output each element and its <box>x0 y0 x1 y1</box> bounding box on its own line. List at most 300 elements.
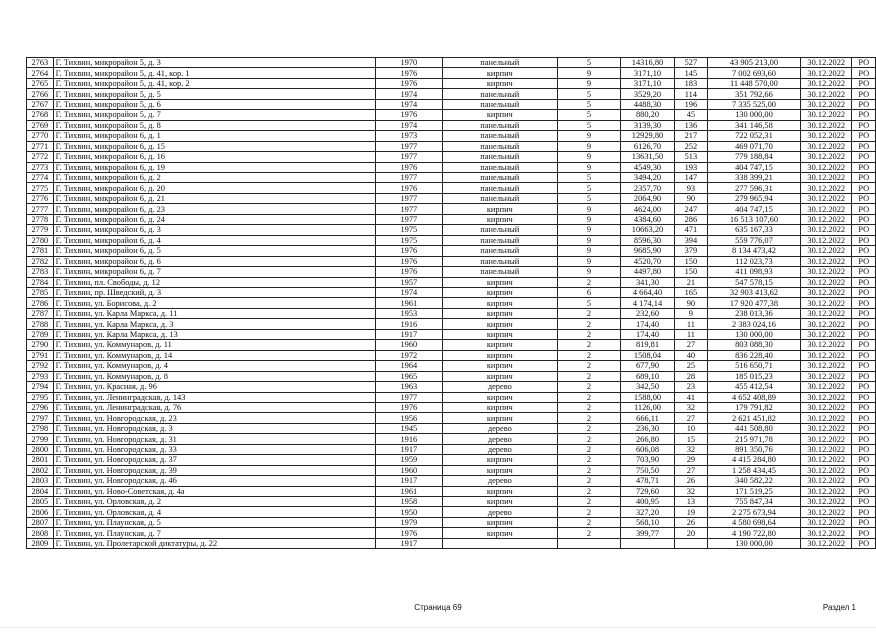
year-built-cell: 1976 <box>375 246 442 256</box>
table-row <box>27 110 876 120</box>
floors-cell: 9 <box>557 152 620 162</box>
program-cell: РО <box>852 319 876 329</box>
table-row <box>27 152 876 162</box>
year-built-cell: 1976 <box>375 528 442 538</box>
floors-cell: 2 <box>557 329 620 339</box>
floors-cell: 2 <box>557 455 620 465</box>
date-cell: 30.12.2022 <box>801 444 852 454</box>
floors-cell: 2 <box>557 402 620 412</box>
residents-cell: 183 <box>674 78 707 88</box>
program-cell: РО <box>852 131 876 141</box>
residents-cell: 23 <box>674 382 707 392</box>
date-cell: 30.12.2022 <box>801 538 852 548</box>
cost-cell: 340 582,22 <box>707 476 800 486</box>
address-cell: Г. Тихвин, ул. Карла Маркса, д. 11 <box>53 308 375 318</box>
area-cell: 4 664,40 <box>621 287 675 297</box>
row-number-cell: 2782 <box>27 256 54 266</box>
year-built-cell: 1977 <box>375 141 442 151</box>
residents-cell: 15 <box>674 434 707 444</box>
floors-cell: 9 <box>557 256 620 266</box>
floors-cell: 2 <box>557 361 620 371</box>
residents-cell: 21 <box>674 277 707 287</box>
area-cell: 568,10 <box>621 517 675 527</box>
program-cell: РО <box>852 486 876 496</box>
table-row <box>27 246 876 256</box>
year-built-cell: 1917 <box>375 476 442 486</box>
address-cell: Г. Тихвин, ул. Коммунаров, д. 14 <box>53 350 375 360</box>
residents-cell: 286 <box>674 214 707 224</box>
cost-cell: 185 015,23 <box>707 371 800 381</box>
date-cell: 30.12.2022 <box>801 225 852 235</box>
area-cell: 3139,30 <box>621 120 675 130</box>
year-built-cell: 1976 <box>375 256 442 266</box>
date-cell: 30.12.2022 <box>801 131 852 141</box>
row-number-cell: 2772 <box>27 152 54 162</box>
wall-material-cell: дерево <box>442 434 557 444</box>
table-row <box>27 340 876 350</box>
date-cell: 30.12.2022 <box>801 193 852 203</box>
wall-material-cell: кирпич <box>442 287 557 297</box>
address-cell: Г. Тихвин, микрорайон 6, д. 2 <box>53 172 375 182</box>
date-cell: 30.12.2022 <box>801 340 852 350</box>
address-cell: Г. Тихвин, микрорайон 5, д. 7 <box>53 110 375 120</box>
wall-material-cell: дерево <box>442 507 557 517</box>
address-cell: Г. Тихвин, ул. Борисова, д. 2 <box>53 298 375 308</box>
date-cell: 30.12.2022 <box>801 99 852 109</box>
row-number-cell: 2770 <box>27 131 54 141</box>
date-cell: 30.12.2022 <box>801 183 852 193</box>
cost-cell: 338 399,21 <box>707 172 800 182</box>
cost-cell: 547 578,15 <box>707 277 800 287</box>
program-cell: РО <box>852 538 876 548</box>
program-cell: РО <box>852 476 876 486</box>
table-row <box>27 298 876 308</box>
cost-cell: 279 965,94 <box>707 193 800 203</box>
wall-material-cell: панельный <box>442 89 557 99</box>
address-cell: Г. Тихвин, ул. Красная, д. 96 <box>53 382 375 392</box>
program-cell: РО <box>852 340 876 350</box>
cost-cell: 2 621 451,82 <box>707 413 800 423</box>
row-number-cell: 2805 <box>27 497 54 507</box>
address-cell: Г. Тихвин, микрорайон 6, д. 6 <box>53 256 375 266</box>
year-built-cell: 1976 <box>375 402 442 412</box>
floors-cell: 2 <box>557 413 620 423</box>
program-cell: РО <box>852 58 876 68</box>
row-number-cell: 2767 <box>27 99 54 109</box>
residents-cell: 9 <box>674 308 707 318</box>
floors-cell: 9 <box>557 267 620 277</box>
row-number-cell: 2778 <box>27 214 54 224</box>
cost-cell: 2 383 024,16 <box>707 319 800 329</box>
table-row <box>27 141 876 151</box>
table-row <box>27 402 876 412</box>
address-cell: Г. Тихвин, микрорайон 6, д. 16 <box>53 152 375 162</box>
row-number-cell: 2792 <box>27 361 54 371</box>
area-cell: 2064,90 <box>621 193 675 203</box>
wall-material-cell: панельный <box>442 131 557 141</box>
residents-cell: 165 <box>674 287 707 297</box>
date-cell: 30.12.2022 <box>801 298 852 308</box>
cost-cell: 112 023,73 <box>707 256 800 266</box>
area-cell: 399,77 <box>621 528 675 538</box>
row-number-cell: 2787 <box>27 308 54 318</box>
cost-cell: 238 013,36 <box>707 308 800 318</box>
floors-cell: 9 <box>557 225 620 235</box>
floors-cell: 5 <box>557 58 620 68</box>
area-cell: 819,81 <box>621 340 675 350</box>
table-row <box>27 497 876 507</box>
residents-cell: 32 <box>674 402 707 412</box>
floors-cell: 2 <box>557 350 620 360</box>
year-built-cell: 1974 <box>375 120 442 130</box>
program-cell: РО <box>852 528 876 538</box>
program-cell: РО <box>852 235 876 245</box>
year-built-cell: 1960 <box>375 465 442 475</box>
area-cell: 750,50 <box>621 465 675 475</box>
row-number-cell: 2773 <box>27 162 54 172</box>
floors-cell: 9 <box>557 204 620 214</box>
cost-cell: 4 415 284,80 <box>707 455 800 465</box>
residents-cell: 11 <box>674 329 707 339</box>
address-cell: Г. Тихвин, ул. Ленинградская, д. 76 <box>53 402 375 412</box>
date-cell: 30.12.2022 <box>801 528 852 538</box>
residents-cell: 90 <box>674 298 707 308</box>
wall-material-cell: кирпич <box>442 298 557 308</box>
wall-material-cell: дерево <box>442 444 557 454</box>
date-cell: 30.12.2022 <box>801 413 852 423</box>
cost-cell: 32 903 413,62 <box>707 287 800 297</box>
date-cell: 30.12.2022 <box>801 392 852 402</box>
floors-cell: 2 <box>557 434 620 444</box>
table-row <box>27 413 876 423</box>
year-built-cell: 1974 <box>375 99 442 109</box>
table-row <box>27 455 876 465</box>
row-number-cell: 2789 <box>27 329 54 339</box>
table-row <box>27 382 876 392</box>
floors-cell: 2 <box>557 392 620 402</box>
area-cell: 4488,30 <box>621 99 675 109</box>
program-cell: РО <box>852 413 876 423</box>
floors-cell: 2 <box>557 497 620 507</box>
address-cell: Г. Тихвин, ул. Коммунаров, д. 8 <box>53 371 375 381</box>
program-cell: РО <box>852 277 876 287</box>
area-cell: 4497,80 <box>621 267 675 277</box>
year-built-cell: 1917 <box>375 538 442 548</box>
program-cell: РО <box>852 497 876 507</box>
row-number-cell: 2790 <box>27 340 54 350</box>
housing-register-table <box>26 57 876 549</box>
cost-cell: 17 920 477,38 <box>707 298 800 308</box>
row-number-cell: 2797 <box>27 413 54 423</box>
wall-material-cell: панельный <box>442 120 557 130</box>
area-cell: 3494,20 <box>621 172 675 182</box>
floors-cell: 5 <box>557 172 620 182</box>
table-row <box>27 423 876 433</box>
date-cell: 30.12.2022 <box>801 476 852 486</box>
address-cell: Г. Тихвин, микрорайон 6, д. 5 <box>53 246 375 256</box>
address-cell: Г. Тихвин, микрорайон 6, д. 24 <box>53 214 375 224</box>
row-number-cell: 2771 <box>27 141 54 151</box>
area-cell: 677,90 <box>621 361 675 371</box>
residents-cell: 136 <box>674 120 707 130</box>
wall-material-cell: кирпич <box>442 497 557 507</box>
date-cell: 30.12.2022 <box>801 287 852 297</box>
program-cell: РО <box>852 298 876 308</box>
wall-material-cell <box>442 538 557 548</box>
wall-material-cell: кирпич <box>442 455 557 465</box>
residents-cell: 41 <box>674 392 707 402</box>
area-cell: 1588,00 <box>621 392 675 402</box>
cost-cell: 779 188,84 <box>707 152 800 162</box>
cost-cell: 8 134 473,42 <box>707 246 800 256</box>
floors-cell: 2 <box>557 382 620 392</box>
floors-cell: 2 <box>557 517 620 527</box>
row-number-cell: 2802 <box>27 465 54 475</box>
residents-cell: 10 <box>674 423 707 433</box>
year-built-cell: 1961 <box>375 486 442 496</box>
table-row <box>27 58 876 68</box>
area-cell: 4624,00 <box>621 204 675 214</box>
address-cell: Г. Тихвин, ул. Ленинградская, д. 143 <box>53 392 375 402</box>
floors-cell: 9 <box>557 131 620 141</box>
floors-cell: 5 <box>557 110 620 120</box>
floors-cell: 5 <box>557 298 620 308</box>
cost-cell: 441 508,80 <box>707 423 800 433</box>
program-cell: РО <box>852 361 876 371</box>
year-built-cell: 1960 <box>375 340 442 350</box>
date-cell: 30.12.2022 <box>801 434 852 444</box>
wall-material-cell: кирпич <box>442 528 557 538</box>
area-cell: 266,80 <box>621 434 675 444</box>
date-cell: 30.12.2022 <box>801 267 852 277</box>
table-row <box>27 528 876 538</box>
wall-material-cell: кирпич <box>442 392 557 402</box>
year-built-cell: 1963 <box>375 382 442 392</box>
area-cell: 606,08 <box>621 444 675 454</box>
program-cell: РО <box>852 246 876 256</box>
wall-material-cell: кирпич <box>442 78 557 88</box>
year-built-cell: 1977 <box>375 392 442 402</box>
residents-cell: 471 <box>674 225 707 235</box>
address-cell: Г. Тихвин, ул. Карла Маркса, д. 3 <box>53 319 375 329</box>
address-cell: Г. Тихвин, пл. Свободы, д. 12 <box>53 277 375 287</box>
area-cell: 2357,70 <box>621 183 675 193</box>
program-cell: РО <box>852 507 876 517</box>
row-number-cell: 2794 <box>27 382 54 392</box>
table-row <box>27 214 876 224</box>
residents-cell: 193 <box>674 162 707 172</box>
address-cell: Г. Тихвин, ул. Новгородская, д. 33 <box>53 444 375 454</box>
year-built-cell: 1917 <box>375 329 442 339</box>
year-built-cell: 1916 <box>375 319 442 329</box>
floors-cell: 9 <box>557 141 620 151</box>
table-row <box>27 89 876 99</box>
wall-material-cell: кирпич <box>442 413 557 423</box>
row-number-cell: 2781 <box>27 246 54 256</box>
program-cell: РО <box>852 392 876 402</box>
year-built-cell: 1977 <box>375 204 442 214</box>
table-row <box>27 68 876 78</box>
cost-cell: 351 792,66 <box>707 89 800 99</box>
area-cell: 341,30 <box>621 277 675 287</box>
floors-cell: 9 <box>557 68 620 78</box>
cost-cell: 341 146,58 <box>707 120 800 130</box>
residents-cell: 40 <box>674 350 707 360</box>
floors-cell <box>557 538 620 548</box>
row-number-cell: 2774 <box>27 172 54 182</box>
year-built-cell: 1972 <box>375 350 442 360</box>
wall-material-cell: кирпич <box>442 204 557 214</box>
wall-material-cell: панельный <box>442 246 557 256</box>
residents-cell: 13 <box>674 497 707 507</box>
year-built-cell: 1959 <box>375 455 442 465</box>
area-cell: 3171,10 <box>621 78 675 88</box>
table-row <box>27 204 876 214</box>
row-number-cell: 2801 <box>27 455 54 465</box>
program-cell: РО <box>852 183 876 193</box>
wall-material-cell: панельный <box>442 193 557 203</box>
program-cell: РО <box>852 172 876 182</box>
date-cell: 30.12.2022 <box>801 152 852 162</box>
floors-cell: 2 <box>557 319 620 329</box>
residents-cell: 26 <box>674 517 707 527</box>
date-cell: 30.12.2022 <box>801 382 852 392</box>
floors-cell: 5 <box>557 99 620 109</box>
year-built-cell: 1950 <box>375 507 442 517</box>
table-row <box>27 131 876 141</box>
cost-cell: 404 747,15 <box>707 204 800 214</box>
floors-cell: 6 <box>557 287 620 297</box>
row-number-cell: 2798 <box>27 423 54 433</box>
date-cell: 30.12.2022 <box>801 172 852 182</box>
program-cell: РО <box>852 99 876 109</box>
table-row <box>27 392 876 402</box>
date-cell: 30.12.2022 <box>801 319 852 329</box>
address-cell: Г. Тихвин, микрорайон 6, д. 21 <box>53 193 375 203</box>
row-number-cell: 2779 <box>27 225 54 235</box>
program-cell: РО <box>852 434 876 444</box>
address-cell: Г. Тихвин, микрорайон 6, д. 7 <box>53 267 375 277</box>
row-number-cell: 2763 <box>27 58 54 68</box>
address-cell: Г. Тихвин, ул. Карла Маркса, д. 13 <box>53 329 375 339</box>
address-cell: Г. Тихвин, микрорайон 6, д. 3 <box>53 225 375 235</box>
cost-cell: 803 088,30 <box>707 340 800 350</box>
floors-cell: 2 <box>557 528 620 538</box>
floors-cell: 2 <box>557 507 620 517</box>
row-number-cell: 2769 <box>27 120 54 130</box>
row-number-cell: 2777 <box>27 204 54 214</box>
table-row <box>27 538 876 548</box>
wall-material-cell: дерево <box>442 382 557 392</box>
row-number-cell: 2804 <box>27 486 54 496</box>
date-cell: 30.12.2022 <box>801 120 852 130</box>
area-cell: 8596,30 <box>621 235 675 245</box>
floors-cell: 2 <box>557 308 620 318</box>
table-row <box>27 235 876 245</box>
table-row <box>27 517 876 527</box>
address-cell: Г. Тихвин, ул. Орловская, д. 4 <box>53 507 375 517</box>
program-cell: РО <box>852 141 876 151</box>
address-cell: Г. Тихвин, ул. Новгородская, д. 39 <box>53 465 375 475</box>
residents-cell: 29 <box>674 455 707 465</box>
cost-cell: 455 412,54 <box>707 382 800 392</box>
cost-cell: 404 747,15 <box>707 162 800 172</box>
cost-cell: 179 791,82 <box>707 402 800 412</box>
floors-cell: 9 <box>557 162 620 172</box>
date-cell: 30.12.2022 <box>801 89 852 99</box>
row-number-cell: 2764 <box>27 68 54 78</box>
wall-material-cell: панельный <box>442 256 557 266</box>
cost-cell: 4 580 698,64 <box>707 517 800 527</box>
year-built-cell: 1977 <box>375 152 442 162</box>
date-cell: 30.12.2022 <box>801 423 852 433</box>
wall-material-cell: панельный <box>442 152 557 162</box>
area-cell: 478,71 <box>621 476 675 486</box>
floors-cell: 5 <box>557 183 620 193</box>
program-cell: РО <box>852 455 876 465</box>
wall-material-cell: кирпич <box>442 465 557 475</box>
floors-cell: 2 <box>557 465 620 475</box>
floors-cell: 2 <box>557 476 620 486</box>
table-row <box>27 308 876 318</box>
row-number-cell: 2768 <box>27 110 54 120</box>
year-built-cell: 1961 <box>375 298 442 308</box>
year-built-cell: 1976 <box>375 183 442 193</box>
floors-cell: 2 <box>557 340 620 350</box>
wall-material-cell: кирпич <box>442 68 557 78</box>
area-cell: 703,90 <box>621 455 675 465</box>
year-built-cell: 1974 <box>375 287 442 297</box>
cost-cell: 215 971,78 <box>707 434 800 444</box>
residents-cell: 527 <box>674 58 707 68</box>
table-row <box>27 350 876 360</box>
year-built-cell: 1976 <box>375 68 442 78</box>
program-cell: РО <box>852 267 876 277</box>
address-cell: Г. Тихвин, микрорайон 6, д. 23 <box>53 204 375 214</box>
row-number-cell: 2800 <box>27 444 54 454</box>
row-number-cell: 2806 <box>27 507 54 517</box>
date-cell: 30.12.2022 <box>801 162 852 172</box>
wall-material-cell: кирпич <box>442 329 557 339</box>
table-row <box>27 319 876 329</box>
cost-cell: 16 513 107,60 <box>707 214 800 224</box>
year-built-cell: 1965 <box>375 371 442 381</box>
area-cell: 174,40 <box>621 329 675 339</box>
table-row <box>27 287 876 297</box>
floors-cell: 5 <box>557 193 620 203</box>
table-row <box>27 507 876 517</box>
date-cell: 30.12.2022 <box>801 141 852 151</box>
residents-cell: 27 <box>674 413 707 423</box>
address-cell: Г. Тихвин, микрорайон 6, д. 20 <box>53 183 375 193</box>
date-cell: 30.12.2022 <box>801 256 852 266</box>
cost-cell: 4 652 408,89 <box>707 392 800 402</box>
program-cell: РО <box>852 382 876 392</box>
program-cell: РО <box>852 152 876 162</box>
residents-cell: 93 <box>674 183 707 193</box>
floors-cell: 9 <box>557 235 620 245</box>
program-cell: РО <box>852 329 876 339</box>
wall-material-cell: панельный <box>442 267 557 277</box>
table-row <box>27 256 876 266</box>
wall-material-cell: кирпич <box>442 517 557 527</box>
floors-cell: 2 <box>557 423 620 433</box>
residents-cell: 145 <box>674 68 707 78</box>
floors-cell: 5 <box>557 120 620 130</box>
row-number-cell: 2799 <box>27 434 54 444</box>
cost-cell: 755 847,34 <box>707 497 800 507</box>
year-built-cell: 1975 <box>375 235 442 245</box>
